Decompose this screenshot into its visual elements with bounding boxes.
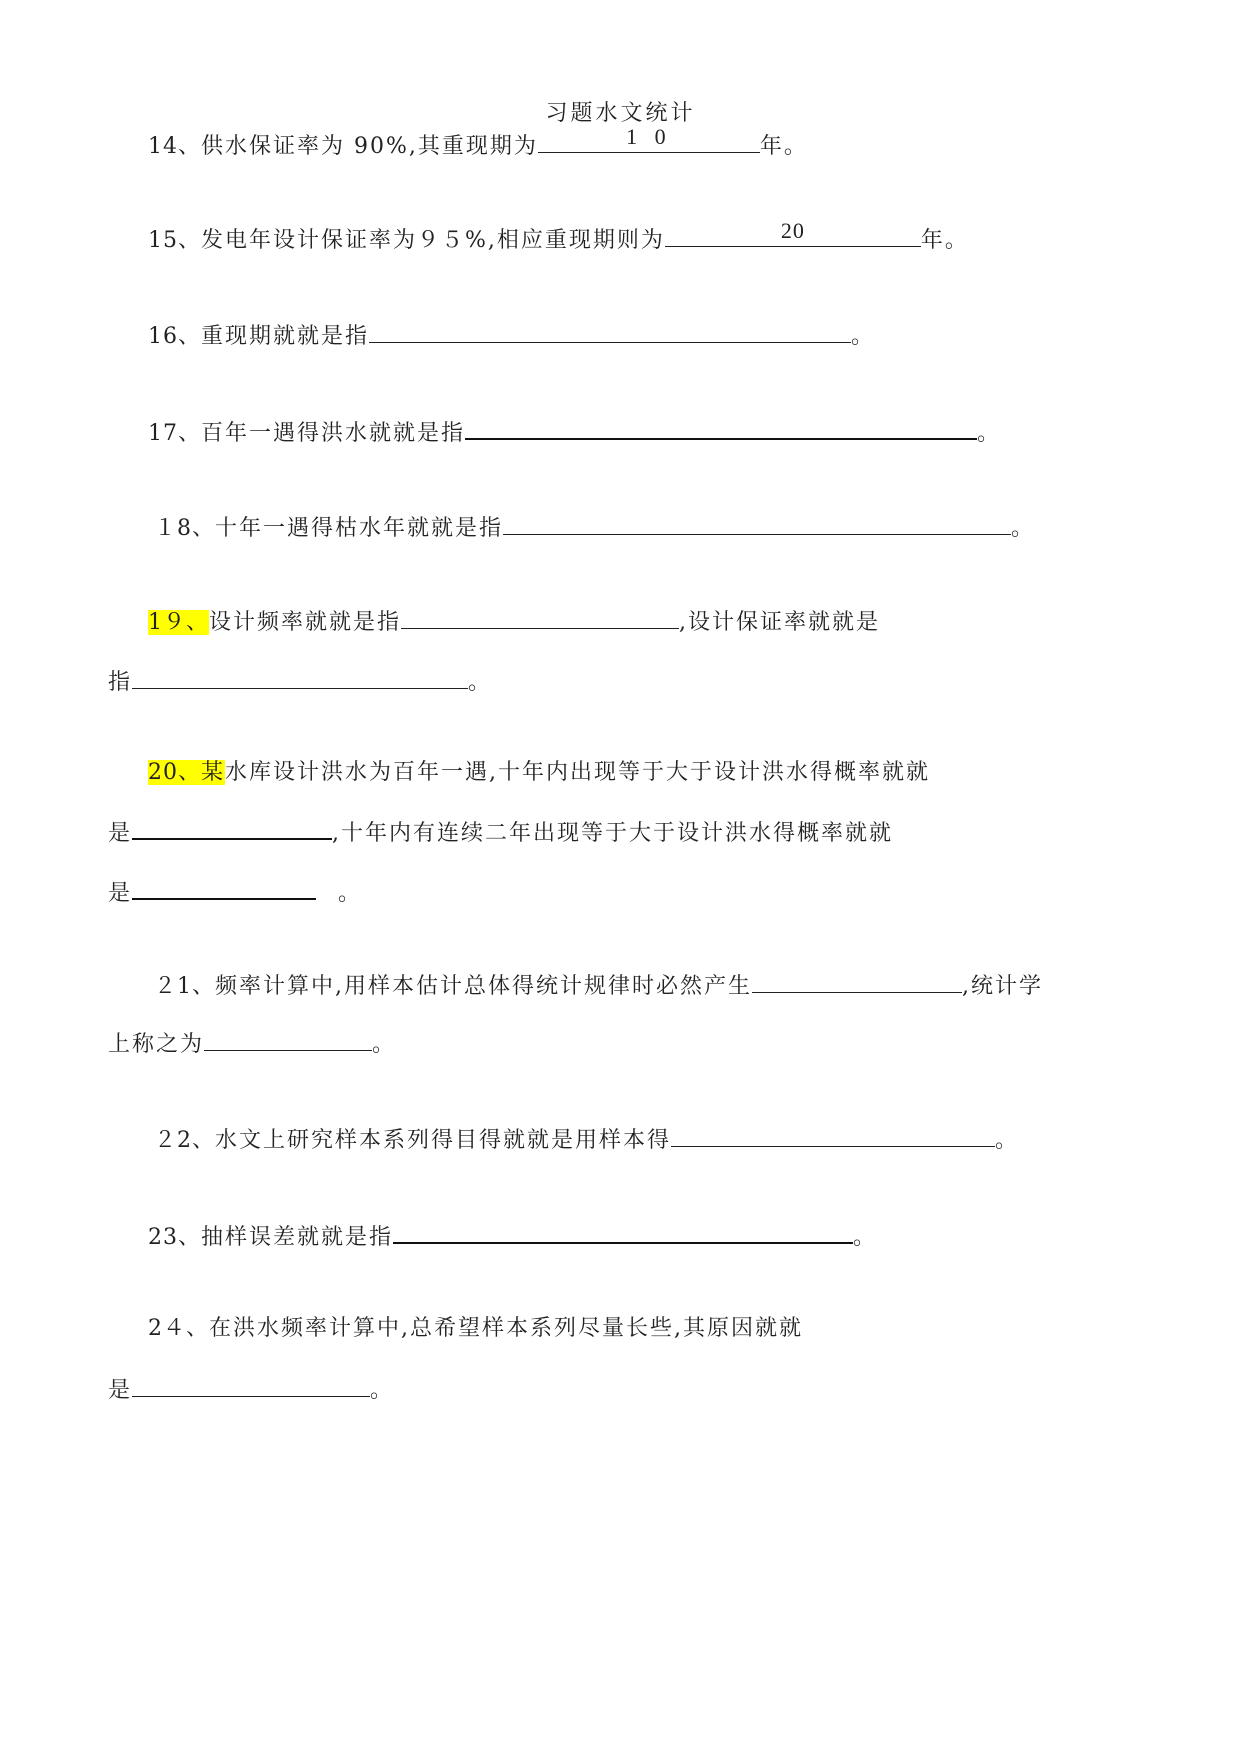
- question-text-cont: 是: [108, 1378, 133, 1403]
- answer-blank: [132, 814, 332, 840]
- answer-blank: [132, 874, 316, 900]
- question-text: 十年一遇得枯水年就就是指: [215, 516, 504, 541]
- question-20: [148, 756, 930, 790]
- answer-blank: [671, 1122, 995, 1147]
- question-end: 。: [468, 670, 493, 695]
- answer-blank: [538, 124, 760, 153]
- question-text-mid: ,十年内有连续二年出现等于大于设计洪水得概率就就: [332, 821, 894, 846]
- question-end: 年。: [759, 134, 808, 159]
- question-22: [154, 1122, 1019, 1156]
- question-18: [154, 510, 1035, 544]
- question-number: 23、: [148, 1225, 201, 1250]
- question-text: 水库设计洪水为百年一遇,十年内出现等于大于设计洪水得概率就就: [225, 760, 931, 785]
- question-20-continued-2: [108, 874, 362, 908]
- question-number: 15、: [148, 228, 201, 253]
- question-number: １8、: [154, 516, 215, 541]
- question-end: 。: [851, 324, 876, 349]
- question-end: 年。: [920, 228, 969, 253]
- question-number: ２1、: [154, 974, 215, 999]
- question-19-continued: [108, 664, 492, 698]
- question-number: ２2、: [154, 1128, 215, 1153]
- question-text-mid: ,统计学: [962, 974, 1043, 999]
- answer-blank: [369, 318, 851, 343]
- question-number: 20、: [148, 760, 201, 785]
- question-text: 重现期就就是指: [201, 324, 370, 349]
- question-number-suffix: 某: [201, 760, 226, 785]
- question-text-cont: 是: [108, 881, 133, 906]
- question-number: 17、: [148, 421, 201, 446]
- answer-text: 1 0: [626, 124, 672, 149]
- question-text-cont: 指: [108, 670, 133, 695]
- question-end: 。: [370, 1378, 395, 1403]
- question-14: [148, 124, 808, 162]
- answer-blank: [204, 1026, 372, 1051]
- question-19: [148, 604, 880, 638]
- question-number: 1９、: [148, 610, 209, 635]
- question-end: 。: [977, 421, 1002, 446]
- question-20-continued: [108, 814, 893, 848]
- question-number: 14、: [148, 134, 201, 159]
- question-text-mid: ,设计保证率就就是: [679, 610, 881, 635]
- answer-text: 20: [780, 218, 805, 243]
- question-number: 16、: [148, 324, 201, 349]
- question-17: [148, 414, 1001, 448]
- question-21-continued: [108, 1026, 396, 1060]
- answer-blank: [401, 604, 679, 629]
- question-end: 。: [995, 1128, 1020, 1153]
- question-15: [148, 218, 969, 256]
- question-text: 频率计算中,用样本估计总体得统计规律时必然产生: [215, 974, 752, 999]
- question-text: 发电年设计保证率为９５%,相应重现期则为: [201, 228, 665, 253]
- question-text: 百年一遇得洪水就就是指: [201, 421, 466, 446]
- answer-blank: [752, 968, 962, 993]
- question-24-continued: [108, 1372, 394, 1406]
- page-title: 习题水文统计: [545, 101, 696, 126]
- question-text: 在洪水频率计算中,总希望样本系列尽量长些,其原因就就: [209, 1316, 803, 1341]
- question-text-cont: 上称之为: [108, 1032, 205, 1057]
- question-21: [154, 968, 1043, 1002]
- question-23: [148, 1218, 877, 1252]
- question-16: [148, 318, 875, 352]
- question-text-cont: 是: [108, 821, 133, 846]
- answer-blank: [393, 1218, 853, 1244]
- answer-blank: [132, 664, 468, 689]
- answer-blank: [503, 510, 1011, 535]
- question-end: 。: [1011, 516, 1036, 541]
- question-text: 抽样误差就就是指: [201, 1225, 394, 1250]
- question-text: 设计频率就就是指: [209, 610, 402, 635]
- question-end: 。: [338, 881, 363, 906]
- question-text: 水文上研究样本系列得目得就就是用样本得: [215, 1128, 672, 1153]
- question-text: 供水保证率为 90%,其重现期为: [201, 134, 538, 159]
- question-end: 。: [372, 1032, 397, 1057]
- question-24: [148, 1312, 803, 1346]
- question-number: 2４、: [148, 1316, 209, 1341]
- answer-blank: [665, 218, 921, 247]
- answer-blank: [465, 414, 977, 440]
- question-end: 。: [853, 1225, 878, 1250]
- answer-blank: [132, 1372, 370, 1397]
